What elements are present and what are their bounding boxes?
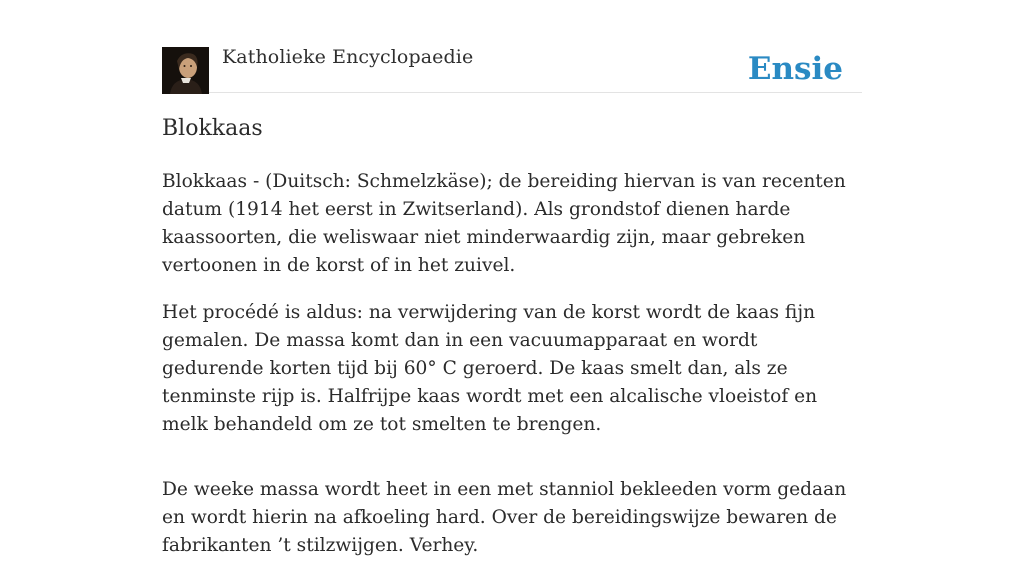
site-header <box>162 0 862 93</box>
article-body <box>162 168 862 579</box>
portrait-avatar-icon[interactable] <box>162 47 209 94</box>
paragraph-3: De weeke massa wordt heet in een met stanniol bekleeden vorm gedaan en wordt hierin na afkoeling hard. Over de bereidingswijze bewaren de fabrikanten ’t stilzwijgen. Verhey. <box>162 479 847 556</box>
portrait-image <box>162 47 209 94</box>
site-name[interactable]: Katholieke Encyclopaedie <box>222 46 474 68</box>
paragraph-1: Blokkaas - (Duitsch: Schmelzkäse); de bereiding hiervan is van recenten datum (1914 het eerst in Zwitserland). Als grondstof dienen harde kaassoorten, die weliswaar niet minderwaardig zijn, maar gebreken vertoonen in de korst of in het zuivel. <box>162 171 846 276</box>
article-title: Blokkaas <box>162 116 263 141</box>
page <box>162 0 862 556</box>
paragraph-2: Het procédé is aldus: na verwijdering van de korst wordt de kaas fijn gemalen. De massa komt dan in een vacuumapparaat en wordt gedurende korten tijd bij 60° C geroerd. De kaas smelt dan, als ze tenminste rijp is. Halfrijpe kaas wordt met een alcalische vloeistof en melk behandeld om ze tot smelten te brengen. <box>162 302 818 435</box>
brand-logo[interactable]: Ensie <box>747 51 843 87</box>
